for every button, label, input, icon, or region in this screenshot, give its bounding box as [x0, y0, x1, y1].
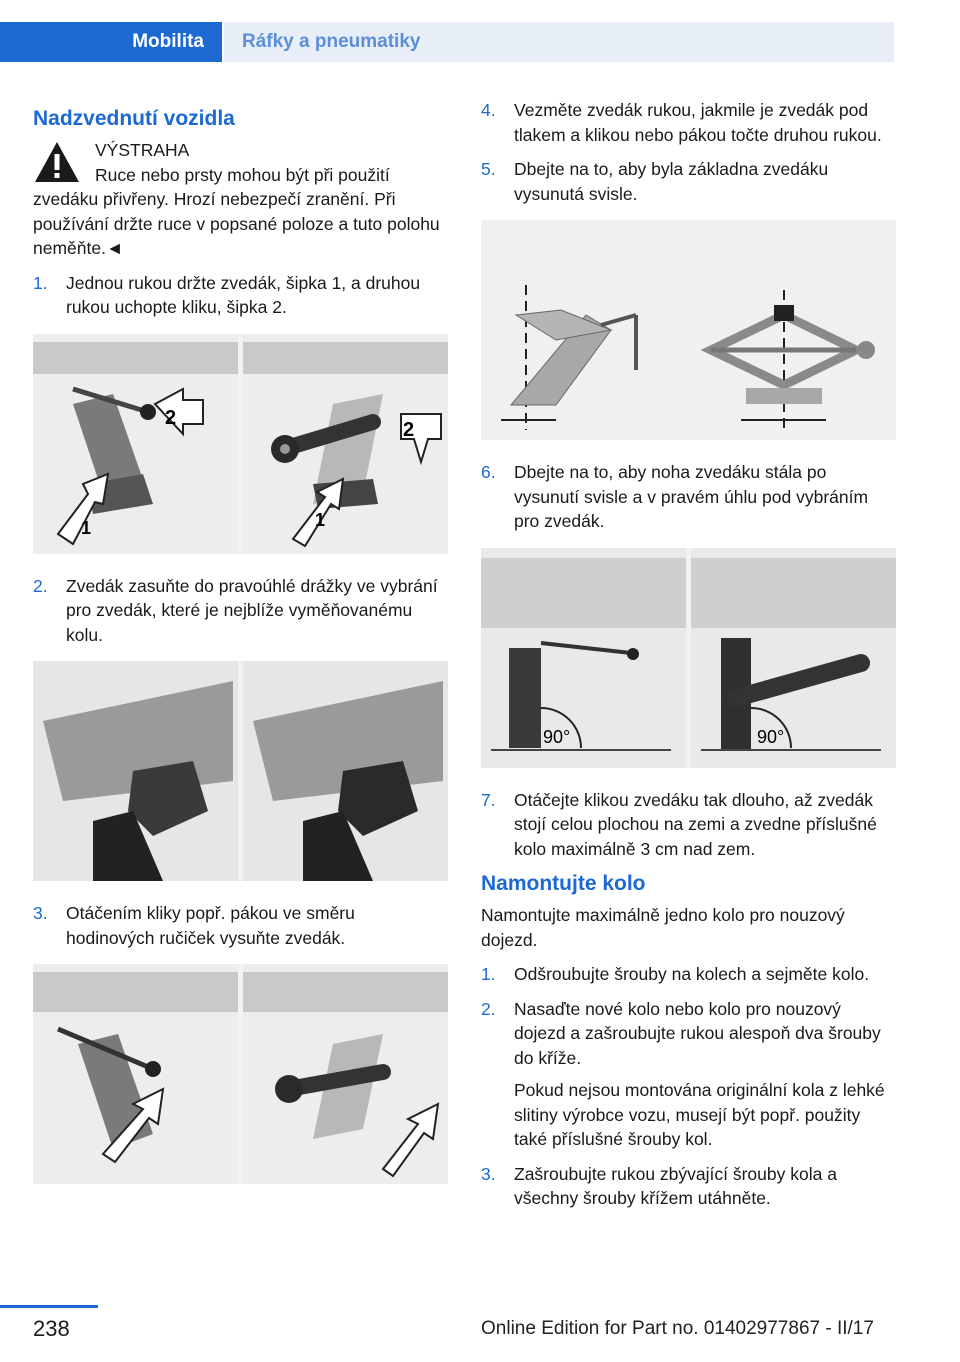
figure-jack-crank: [33, 964, 448, 1184]
step-number: 2.: [481, 998, 496, 1019]
footer-rule: [0, 1305, 98, 1308]
angle-label: 90°: [757, 726, 785, 747]
section-heading: Nadzvednutí vozidla: [33, 107, 235, 130]
left-column: [33, 98, 448, 1204]
step-number: 5.: [481, 159, 496, 179]
figure-jack-hold-illustration: [33, 334, 448, 554]
list-item: [481, 962, 896, 987]
step-text: Zašroubujte rukou zbývající šrouby kola a všechny šrouby křížem utáhněte.: [514, 1163, 837, 1208]
page-header: [0, 0, 960, 62]
figure-jack-groove-illustration: [33, 661, 448, 881]
figure-jack-right-angle-illustration: [481, 548, 896, 768]
step-list: [33, 271, 448, 320]
step-number: 3.: [33, 903, 48, 923]
warning-title: VÝSTRAHA: [95, 140, 190, 160]
list-item: [33, 271, 448, 320]
figure-jack-right-angle: [481, 548, 896, 768]
figure-jack-crank-illustration: [33, 964, 448, 1184]
warning-block: [33, 138, 448, 261]
step-number: 7.: [481, 789, 496, 810]
list-item: [481, 997, 896, 1152]
arrow-label: 2: [165, 406, 177, 429]
step-text: Odšroubujte šrouby na kolech a sejměte kolo.: [514, 964, 870, 984]
step-list: [33, 901, 448, 950]
warning-text: Ruce nebo prsty mohou být při použití zvedáku přivřeny. Hrozí nebezpečí zranění. Při používání držte ruce v popsané poloze a tuto polohu neměňte.◄: [33, 164, 440, 258]
list-item: [481, 460, 896, 534]
list-item: [481, 1162, 896, 1211]
list-item: [481, 98, 896, 147]
section-intro: Namontujte maximálně jedno kolo pro nouzový dojezd.: [481, 905, 845, 950]
figure-jack-hold: [33, 334, 448, 554]
figure-jack-vertical-illustration: [481, 220, 896, 440]
section-heading-mount: Namontujte kolo: [481, 872, 646, 895]
arrow-label: 1: [315, 509, 326, 530]
step-number: 3.: [481, 1163, 496, 1184]
step-list: [33, 574, 448, 648]
arrow-label: 1: [81, 517, 92, 538]
step-note: Pokud nejsou montována originální kola z lehké slitiny výrobce vozu, musejí být popř. použity také příslušné šrouby kol.: [514, 1080, 885, 1149]
warning-icon: [33, 140, 81, 184]
step-text: Nasaďte nové kolo nebo kolo pro nouzový dojezd a zašroubujte rukou alespoň dva šrouby do kříže.: [514, 998, 881, 1068]
right-column: [481, 98, 896, 1221]
step-number: 1.: [481, 964, 496, 984]
page-number: 238: [33, 1316, 70, 1341]
step-number: 6.: [481, 462, 496, 482]
angle-label: 90°: [543, 726, 571, 747]
list-item: [481, 788, 896, 862]
step-number: 2.: [33, 575, 48, 596]
step-list: [481, 460, 896, 534]
figure-jack-vertical: [481, 220, 896, 440]
step-number: 1.: [33, 272, 48, 293]
step-text: Otáčením kliky popř. pákou ve směru hodinových ručiček vysuňte zvedák.: [66, 903, 355, 948]
step-text: Dbejte na to, aby noha zvedáku stála po vysunutí svisle a v pravém úhlu pod vybráním pro zvedák.: [514, 462, 869, 531]
step-list: [481, 962, 896, 1211]
edition-note: Online Edition for Part no. 01402977867 - II/17: [481, 1318, 874, 1339]
step-list: [481, 98, 896, 206]
list-item: [33, 574, 448, 648]
header-chapter: Ráfky a pneumatiky: [224, 22, 894, 62]
step-text: Jednou rukou držte zvedák, šipka 1, a druhou rukou uchopte kliku, šipka 2.: [66, 272, 421, 317]
list-item: [481, 157, 896, 206]
step-text: Otáčejte klikou zvedáku tak dlouho, až zvedák stojí celou plochou na zemi a zvedne příslušné kolo maximálně 3 cm nad zem.: [514, 789, 877, 859]
arrow-label: 2: [403, 418, 415, 441]
step-list: [481, 788, 896, 862]
figure-jack-groove: [33, 661, 448, 881]
header-section: Mobilita: [0, 22, 222, 62]
step-text: Dbejte na to, aby byla základna zvedáku vysunutá svisle.: [514, 159, 829, 204]
step-text: Zvedák zasuňte do pravoúhlé drážky ve vybrání pro zvedák, které je nejblíže vyměňovanému kolu.: [66, 575, 438, 645]
step-text: Vezměte zvedák rukou, jakmile je zvedák pod tlakem a klikou nebo pákou točte druhou rukou.: [514, 100, 882, 145]
list-item: [33, 901, 448, 950]
step-number: 4.: [481, 100, 496, 120]
